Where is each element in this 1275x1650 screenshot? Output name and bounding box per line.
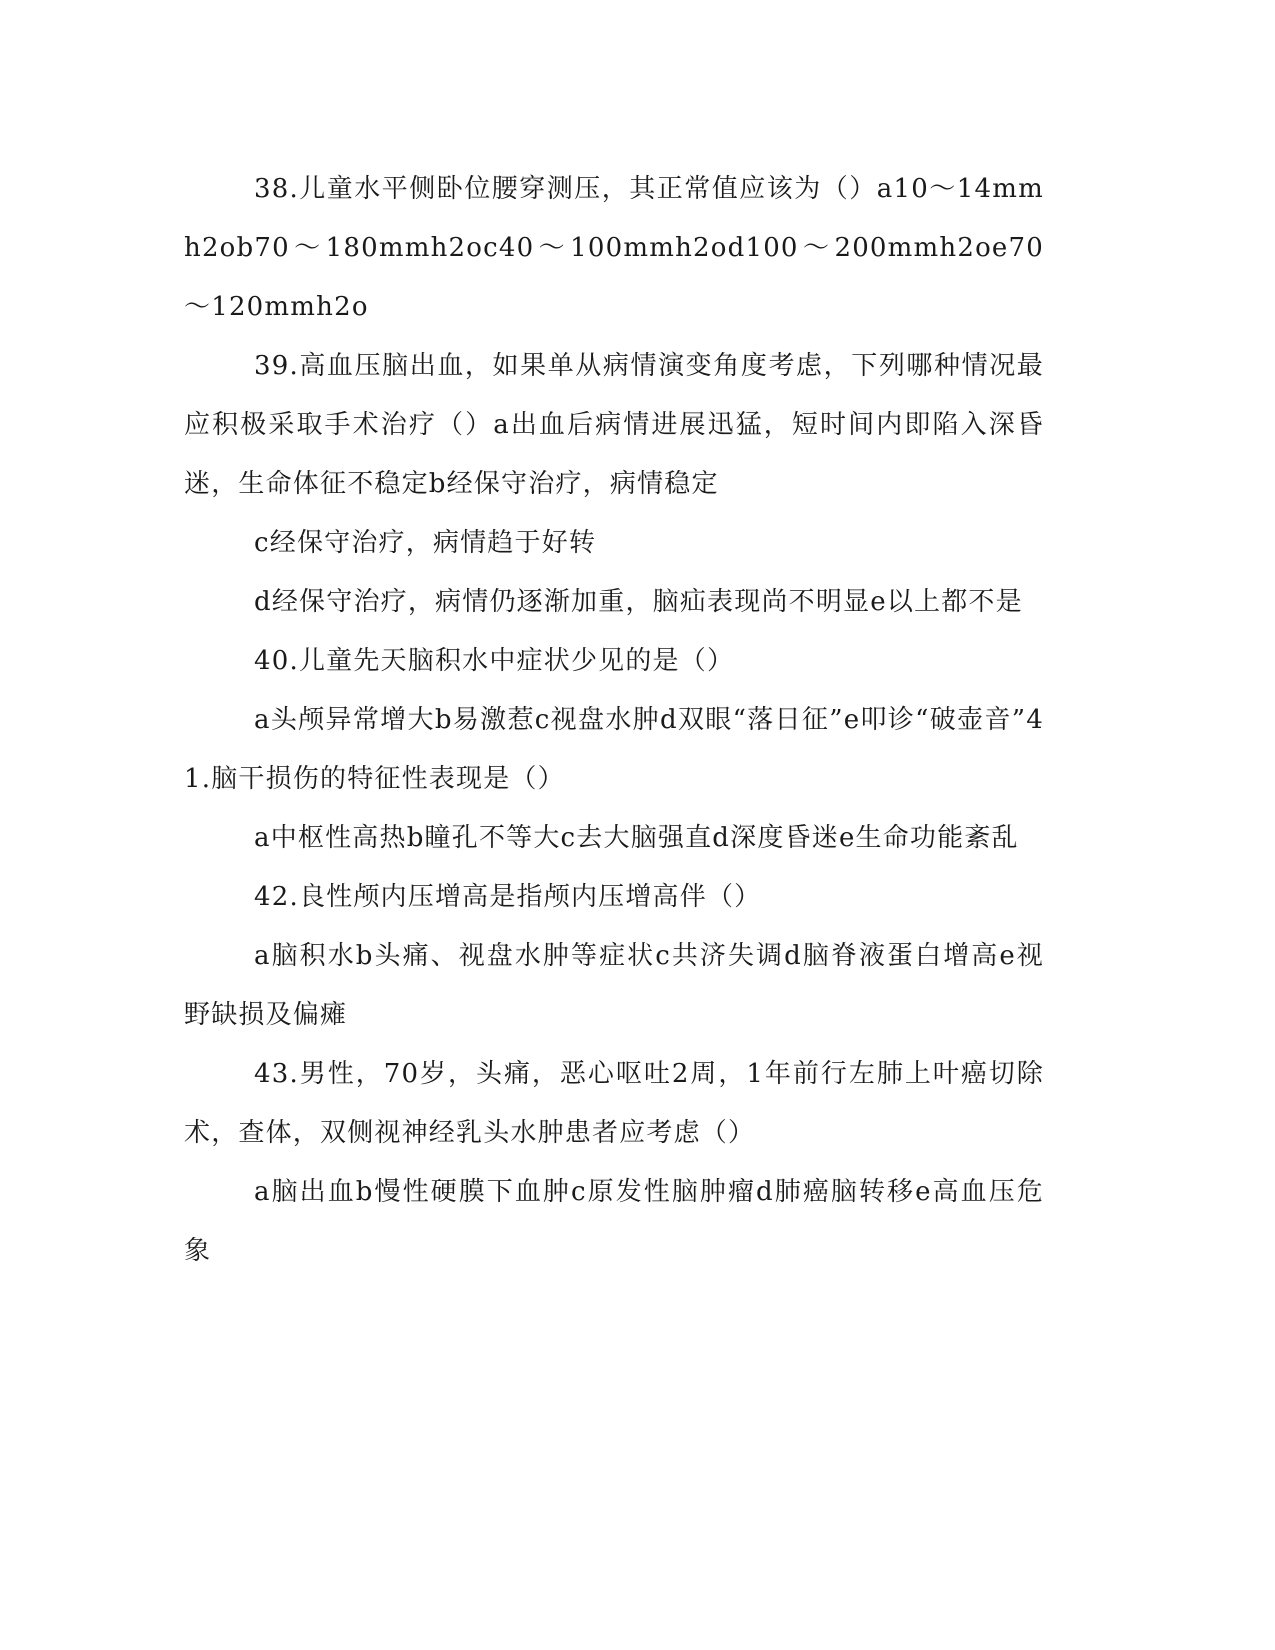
question-42-options: a脑积水b头痛、视盘水肿等症状c共济失调d脑脊液蛋白增高e视野缺损及偏瘫: [184, 941, 1044, 1030]
document-body: [184, 160, 1044, 1281]
question-43-options: a脑出血b慢性硬膜下血肿c原发性脑肿瘤d肺癌脑转移e高血压危象: [184, 1177, 1044, 1266]
question-40-options-and-question-41: a头颅异常增大b易激惹c视盘水肿d双眼“落日征”e叩诊“破壶音”41.脑干损伤的特征性表现是（）: [184, 705, 1044, 794]
question-39-option-c: c经保守治疗，病情趋于好转: [254, 528, 597, 558]
question-42: 42.良性颅内压增高是指颅内压增高伴（）: [254, 882, 762, 912]
question-39: 39.高血压脑出血，如果单从病情演变角度考虑，下列哪种情况最应积极采取手术治疗（）a出血后病情进展迅猛，短时间内即陷入深昏迷，生命体征不稳定b经保守治疗，病情稳定: [184, 351, 1044, 499]
question-40: 40.儿童先天脑积水中症状少见的是（）: [254, 646, 735, 676]
question-38: 38.儿童水平侧卧位腰穿测压，其正常值应该为（）a10～14mmh2ob70～180mmh2oc40～100mmh2od100～200mmh2oe70～120mmh2o: [184, 174, 1044, 322]
question-39-option-d-e: d经保守治疗，病情仍逐渐加重，脑疝表现尚不明显e以上都不是: [254, 587, 1023, 617]
question-41-options: a中枢性高热b瞳孔不等大c去大脑强直d深度昏迷e生命功能紊乱: [254, 823, 1019, 853]
question-43: 43.男性，70岁，头痛，恶心呕吐2周，1年前行左肺上叶癌切除术，查体，双侧视神经乳头水肿患者应考虑（）: [184, 1059, 1044, 1148]
